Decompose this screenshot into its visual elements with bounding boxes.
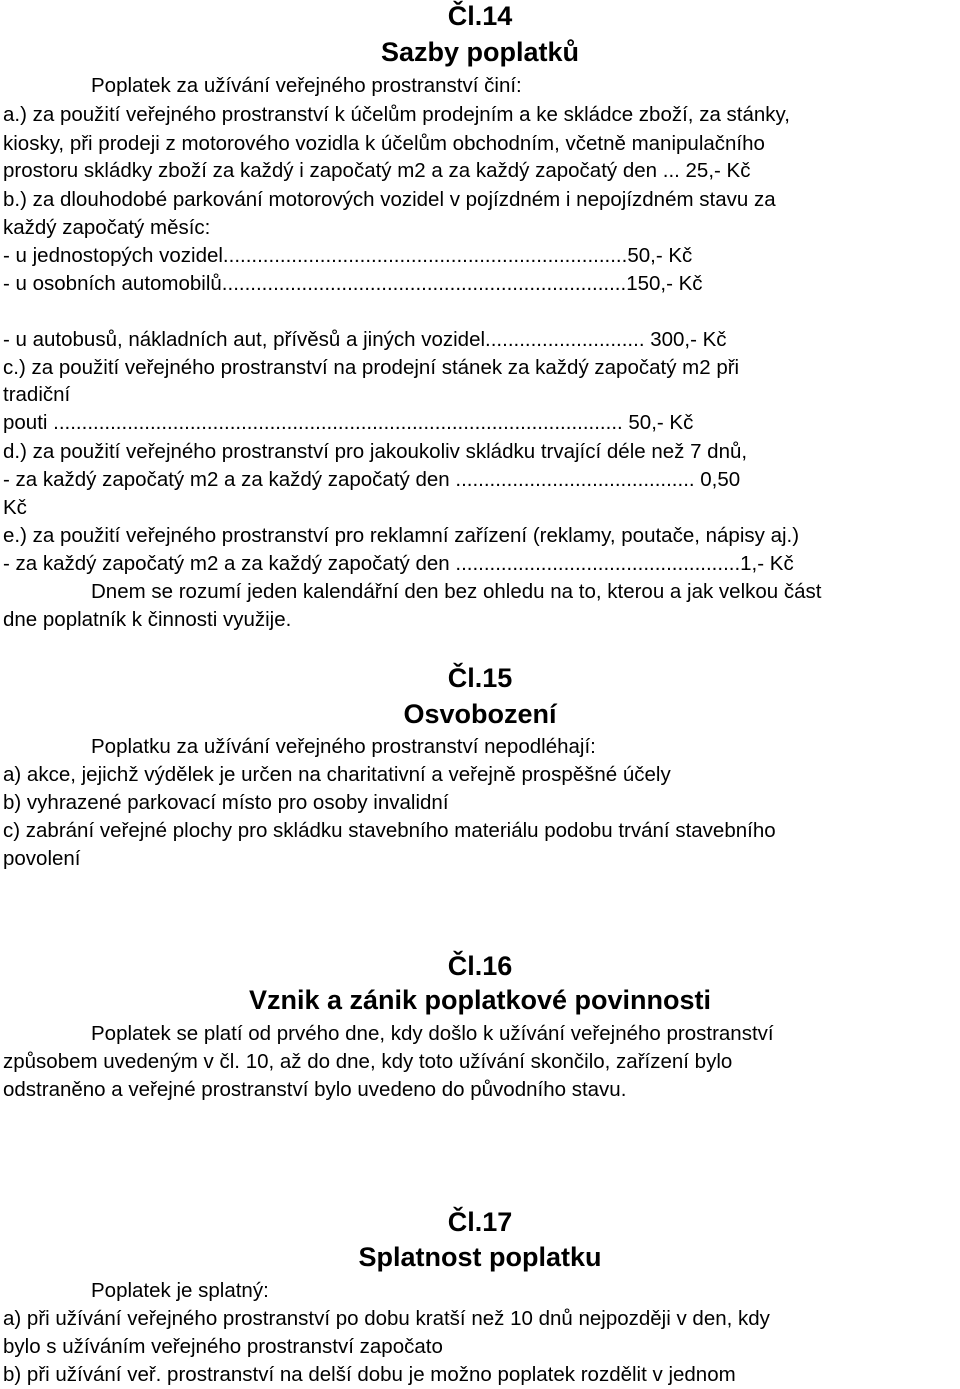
article-14-line: prostoru skládky zboží za každý i započatý m2 a za každý započatý den ... 25,- Kč: [3, 159, 751, 182]
article-14-line: e.) za použití veřejného prostranství pro reklamní zařízení (reklamy, poutače, nápisy aj.): [3, 524, 800, 547]
article-17-line: b) při užívání veř. prostranství na delší dobu je možno poplatek rozdělit v jednom: [3, 1363, 736, 1386]
article-14-line: c.) za použití veřejného prostranství na prodejní stánek za každý započatý m2 při: [3, 356, 740, 379]
article-14-line: každý započatý měsíc:: [3, 216, 211, 239]
article-15-intro: Poplatku za užívání veřejného prostranství nepodléhají:: [91, 735, 596, 758]
article-16-line: Poplatek se platí od prvého dne, kdy došlo k užívání veřejného prostranství: [91, 1022, 774, 1045]
article-14-line: - u osobních automobilů.......................................................................150,- Kč: [3, 272, 703, 295]
article-14-line: b.) za dlouhodobé parkování motorových vozidel v pojízdném i nepojízdném stavu za: [3, 188, 776, 211]
article-14-line: - za každý započatý m2 a za každý započatý den ..................................................1,- Kč: [3, 552, 794, 575]
article-14-number: Čl.14: [447, 1, 513, 31]
article-14-line: - u autobusů, nákladních aut, přívěsů a jiných vozidel............................ 300,- Kč: [3, 328, 727, 351]
article-14-line: pouti .................................................................................................... 50,- Kč: [3, 411, 694, 434]
article-17-number: Čl.17: [447, 1207, 513, 1237]
article-14-line: - za každý započatý m2 a za každý započatý den .......................................... 0,50: [3, 468, 741, 491]
article-14-note: Dnem se rozumí jeden kalendářní den bez ohledu na to, kterou a jak velkou část: [91, 580, 822, 603]
article-17-title: Splatnost poplatku: [358, 1242, 602, 1272]
article-17-line: a) při užívání veřejného prostranství po dobu kratší než 10 dnů nejpozději v den, kdy: [3, 1307, 770, 1330]
article-14-line: d.) za použití veřejného prostranství pro jakoukoliv skládku trvající déle než 7 dnů,: [3, 440, 748, 463]
article-14-title: Sazby poplatků: [380, 37, 580, 67]
article-14-line: - u jednostopých vozidel.......................................................................50,- Kč: [3, 244, 693, 267]
article-14-line: Kč: [3, 496, 27, 519]
article-15-number: Čl.15: [447, 663, 513, 693]
article-17-line: bylo s užíváním veřejného prostranství započato: [3, 1335, 443, 1358]
article-14-line: a.) za použití veřejného prostranství k účelům prodejním a ke skládce zboží, za stánky,: [3, 103, 790, 126]
article-17-intro: Poplatek je splatný:: [91, 1279, 269, 1302]
article-15-line: b) vyhrazené parkovací místo pro osoby invalidní: [3, 791, 449, 814]
article-15-title: Osvobození: [403, 699, 557, 729]
article-14-note: dne poplatník k činnosti využije.: [3, 608, 292, 631]
article-16-line: odstraněno a veřejné prostranství bylo uvedeno do původního stavu.: [3, 1078, 627, 1101]
article-14-line: tradiční: [3, 383, 71, 406]
article-14-line: kiosky, při prodeji z motorového vozidla k účelům obchodním, včetně manipulačního: [3, 132, 765, 155]
article-15-line: a) akce, jejichž výdělek je určen na charitativní a veřejně prospěšné účely: [3, 763, 671, 786]
article-14-intro: Poplatek za užívání veřejného prostranství činí:: [91, 74, 522, 97]
article-15-line: c) zabrání veřejné plochy pro skládku stavebního materiálu podobu trvání stavebního: [3, 819, 776, 842]
article-15-line: povolení: [3, 847, 81, 870]
article-16-title: Vznik a zánik poplatkové povinnosti: [248, 985, 712, 1015]
article-16-number: Čl.16: [447, 951, 513, 981]
article-16-line: způsobem uvedeným v čl. 10, až do dne, kdy toto užívání skončilo, zařízení bylo: [3, 1050, 733, 1073]
